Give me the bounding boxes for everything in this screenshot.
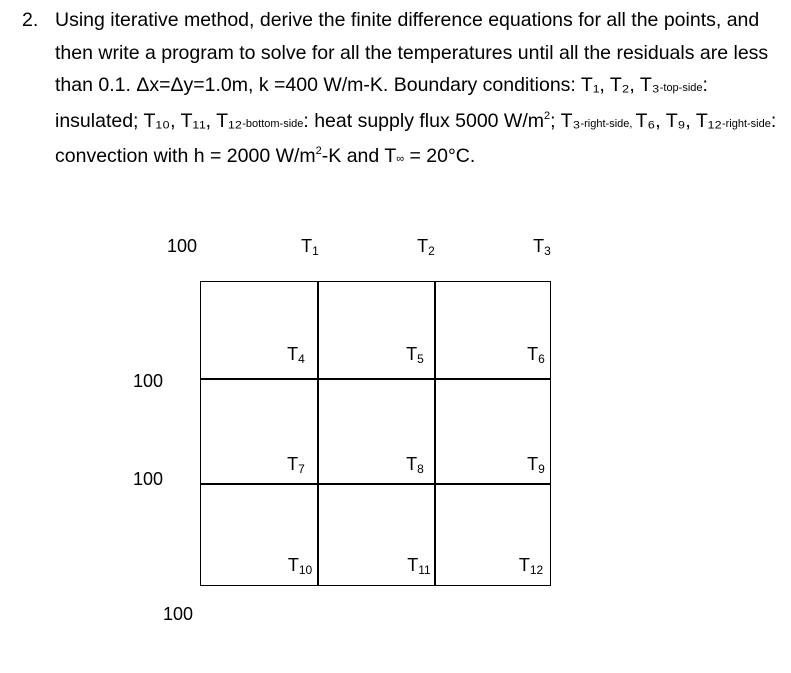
boundary-label-left-lower: 100 xyxy=(133,469,164,489)
node-t6: $T_6$ xyxy=(527,344,545,366)
problem-text xyxy=(55,4,781,176)
right-side-label-2: -right-side xyxy=(721,117,771,130)
intro-text: Using iterative method, derive the finite difference equations for all the points, and then write a program to solve for all the temperatures until all the residuals are less than 0.1. Δx=Δy=1.0m, k =400 W/m-K. Boundary conditions: xyxy=(55,9,769,96)
grid-line-h2 xyxy=(201,483,550,485)
k-unit-text: -K and T xyxy=(321,145,397,167)
grid-line-v2 xyxy=(434,282,436,585)
grid-line-v1 xyxy=(317,282,319,585)
grid-line-h1 xyxy=(201,378,550,380)
node-t11: $T_{11}$ xyxy=(407,555,431,577)
squared-2: 2 xyxy=(315,145,322,157)
node-t2: $T_2$ xyxy=(417,236,435,258)
node-t1: $T_1$ xyxy=(301,236,319,258)
node-t7: $T_7$ xyxy=(287,454,305,476)
node-t4: $T_4$ xyxy=(287,344,305,366)
bottom-nodes: T₁₀, T₁₁, T₁₂ xyxy=(143,109,243,132)
problem-number: 2. xyxy=(22,9,39,31)
right-side-label-1: -right-side, xyxy=(580,117,636,130)
right-nodes: T₆, T₉, T₁₂ xyxy=(635,109,722,132)
node-t3: $T_3$ xyxy=(533,236,551,258)
bottom-side-label: -bottom-side xyxy=(242,117,304,130)
heat-supply-text: : heat supply flux 5000 W/m xyxy=(303,109,544,132)
t3-node: T₃ xyxy=(560,109,581,132)
convection-text: : convection with h = 2000 W/m xyxy=(55,109,777,167)
tinf-value: = 20°C. xyxy=(404,145,476,167)
separator: ; xyxy=(550,109,561,132)
boundary-label-bottom: 100 xyxy=(163,604,194,624)
finite-difference-grid xyxy=(200,281,551,586)
insulated-text: : insulated; xyxy=(55,74,708,132)
node-t5: $T_5$ xyxy=(406,344,424,366)
boundary-label-top-left: 100 xyxy=(167,236,198,256)
node-t10: $T_{10}$ xyxy=(287,555,313,577)
squared-1: 2 xyxy=(544,109,551,122)
infinity-subscript: ∞ xyxy=(396,153,405,165)
node-t12: $T_{12}$ xyxy=(518,555,544,577)
node-t8: $T_8$ xyxy=(406,454,424,476)
top-nodes: T₁, T₂, T₃ xyxy=(580,74,660,96)
node-t9: $T_9$ xyxy=(527,454,545,476)
boundary-label-left-upper: 100 xyxy=(133,371,164,391)
top-side-label: -top-side xyxy=(659,82,703,94)
